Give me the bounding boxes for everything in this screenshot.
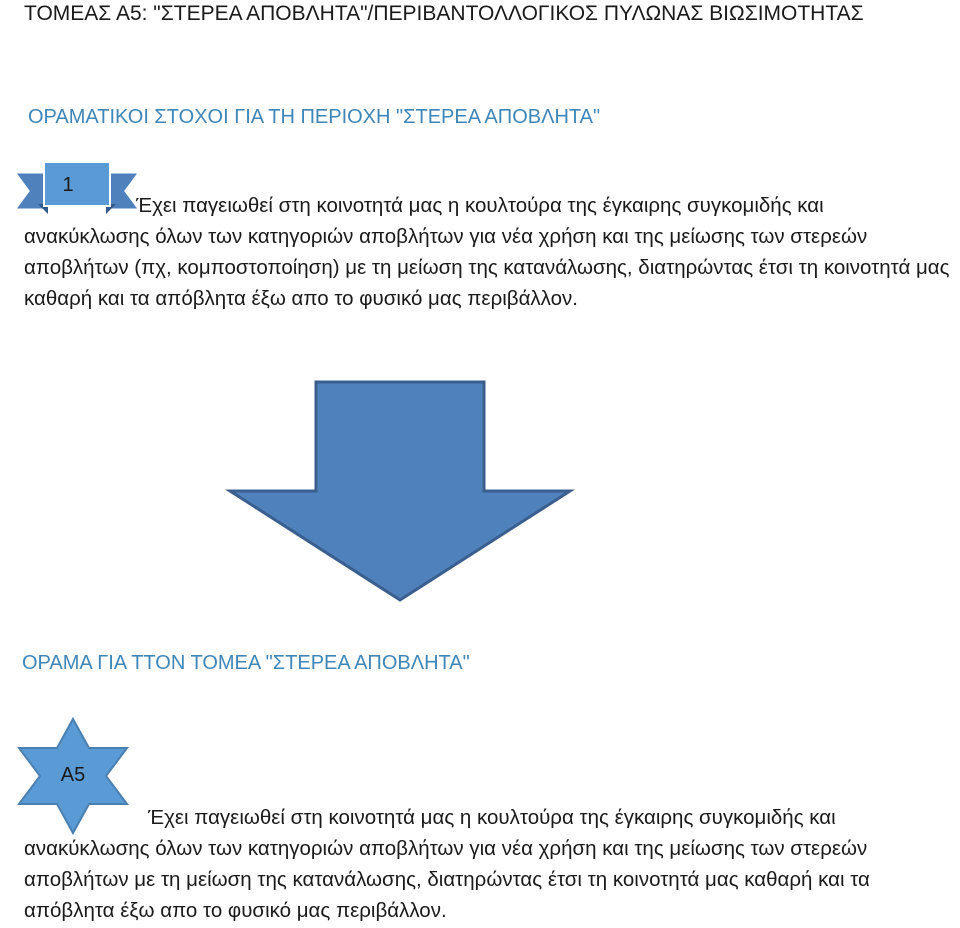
vision-goals-text: Έχει παγειωθεί στη κοινοτητά μας η κουλτούρα της έγκαιρης συγκομιδής και ανακύκλωσης όλων των κατηγοριών αποβλήτων για νέα χρήση και της μείωσης των στερεών αποβλήτων (πχ, κομποστοποίηση) με τη μείωση της κατανάλωσης, διατηρώντας έτσι τη κοινοτητά μας καθαρή και τα απόβλητα έξω απο το φυσικό μας περιβάλλον. — [24, 194, 950, 310]
star-badge-label: Α5 — [60, 764, 86, 786]
page-heading: ΤΟΜΕΑΣ Α5: "ΣΤΕΡΕΑ ΑΠΟΒΛΗΤΑ"/ΠΕΡΙΒΑΝΤΟΛΛΟΓΙΚΟΣ ΠΥΛΩΝΑΣ ΒΙΩΣΙΜΟΤΗΤΑΣ — [24, 2, 864, 25]
vision-goals-title: ΟΡΑΜΑΤΙΚΟΙ ΣΤΟΧΟΙ ΓΙΑ ΤΗ ΠΕΡΙΟΧΗ "ΣΤΕΡΕΑ ΑΠΟΒΛΗΤΑ" — [28, 106, 601, 128]
down-arrow-icon — [224, 378, 576, 606]
ribbon-badge-number: 1 — [62, 174, 74, 196]
vision-text: Έχει παγειωθεί στη κοινοτητά μας η κουλτούρα της έγκαιρης συγκομιδής και ανακύκλωσης όλων των κατηγοριών αποβλήτων για νέα χρήση και της μείωσης των στερεών αποβλήτων με τη μείωση της κατανάλωσης, διατηρώντας έτσι τη κοινοτητά μας καθαρή και τα απόβλητα έξω απο το φυσικό μας περιβάλλον. — [24, 806, 870, 922]
vision-title: ΟΡΑΜΑ ΓΙΑ ΤΤΟΝ ΤΟΜΕΑ "ΣΤΕΡΕΑ ΑΠΟΒΛΗΤΑ" — [22, 652, 470, 674]
